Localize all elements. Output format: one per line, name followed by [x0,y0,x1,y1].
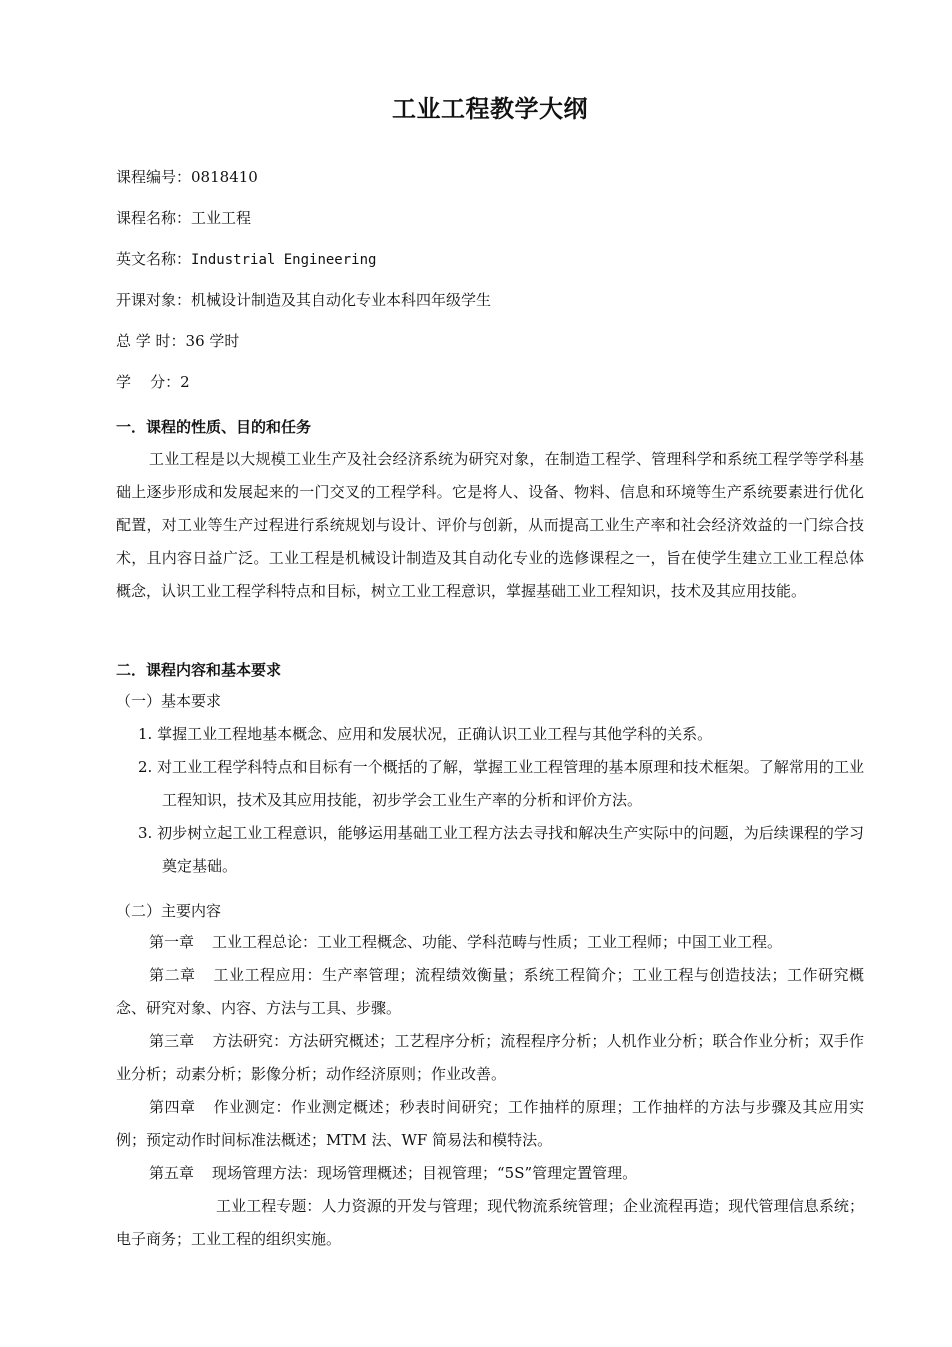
requirement-item: 2. 对工业工程学科特点和目标有一个概括的了解，掌握工业工程管理的基本原理和技术框架。了解常用的工业工程知识，技术及其应用技能，初步学会工业生产率的分析和评价方法。 [138,758,864,809]
chapter-item [116,1091,864,1157]
subheading-basic-requirements: （一）基本要求 [116,692,222,710]
section-heading-nature: 一．课程的性质、目的和任务 [116,418,312,436]
special-topics-paragraph: 工业工程专题：人力资源的开发与管理；现代物流系统管理；企业流程再造；现代管理信息系统；电子商务；工业工程的组织实施。 [116,1197,864,1248]
chapter-item [116,959,864,1025]
document-title: 工业工程教学大纲 [392,95,588,123]
chapter-item [116,1157,864,1190]
chapter-item [116,1025,864,1091]
chapter-text: 方法研究：方法研究概述；工艺程序分析；流程程序分析；人机作业分析；联合作业分析；双手作业分析；动素分析；影像分析；动作经济原则；作业改善。 [116,1032,864,1083]
section-paragraph-nature: 工业工程是以大规模工业生产及社会经济系统为研究对象，在制造工程学、管理科学和系统工程学等学科基础上逐步形成和发展起来的一门交叉的工程学科。它是将人、设备、物料、信息和环境等生产系统要素进行优化配置，对工业等生产过程进行系统规划与设计、评价与创新，从而提高工业生产率和社会经济效益的一门综合技术，且内容日益广泛。工业工程是机械设计制造及其自动化专业的选修课程之一，旨在使学生建立工业工程总体概念，认识工业工程学科特点和目标，树立工业工程意识，掌握基础工业工程知识，技术及其应用技能。 [116,450,864,600]
meta-total-hours [116,330,239,352]
meta-value: 2 [180,373,190,391]
chapter-label: 第三章 [149,1032,195,1050]
chapter-label: 第二章 [149,966,196,984]
meta-english-name [116,248,376,271]
meta-target-students [116,289,491,311]
chapter-text: 现场管理方法：现场管理概述；目视管理；“5S”管理定置管理。 [212,1164,638,1182]
meta-course-code [116,166,258,188]
requirement-item: 3. 初步树立起工业工程意识，能够运用基础工业工程方法去寻找和解决生产实际中的问题，为后续课程的学习奠定基础。 [138,824,864,875]
meta-credits [116,371,190,393]
meta-value: 36 学时 [185,332,240,350]
requirement-item: 1. 掌握工业工程地基本概念、应用和发展状况，正确认识工业工程与其他学科的关系。 [138,725,713,743]
subheading-main-content: （二）主要内容 [116,902,222,920]
meta-label: 课程编号： [116,168,192,186]
meta-label: 开课对象： [116,291,192,309]
chapter-text: 作业测定：作业测定概述；秒表时间研究；工作抽样的原理；工作抽样的方法与步骤及其应用实例；预定动作时间标准法概述；MTM 法、WF 简易法和模特法。 [116,1098,864,1149]
meta-label: 英文名称： [116,250,192,268]
meta-label: 总 学 时： [116,332,186,350]
meta-value: 0818410 [191,168,258,186]
chapter-text: 工业工程总论：工业工程概念、功能、学科范畴与性质；工业工程师；中国工业工程。 [212,933,783,951]
chapter-label: 第一章 [149,933,195,951]
meta-value: 工业工程 [191,209,252,227]
meta-value: Industrial Engineering [191,252,377,268]
section-heading-content: 二．课程内容和基本要求 [116,661,282,679]
meta-label: 学 分： [116,373,181,391]
meta-course-name [116,207,251,229]
meta-value: 机械设计制造及其自动化专业本科四年级学生 [191,291,492,309]
meta-label: 课程名称： [116,209,192,227]
chapter-label: 第四章 [149,1098,196,1116]
chapter-label: 第五章 [149,1164,195,1182]
chapter-text: 工业工程应用：生产率管理；流程绩效衡量；系统工程简介；工业工程与创造技法；工作研究概念、研究对象、内容、方法与工具、步骤。 [116,966,864,1017]
chapter-item [116,926,864,959]
